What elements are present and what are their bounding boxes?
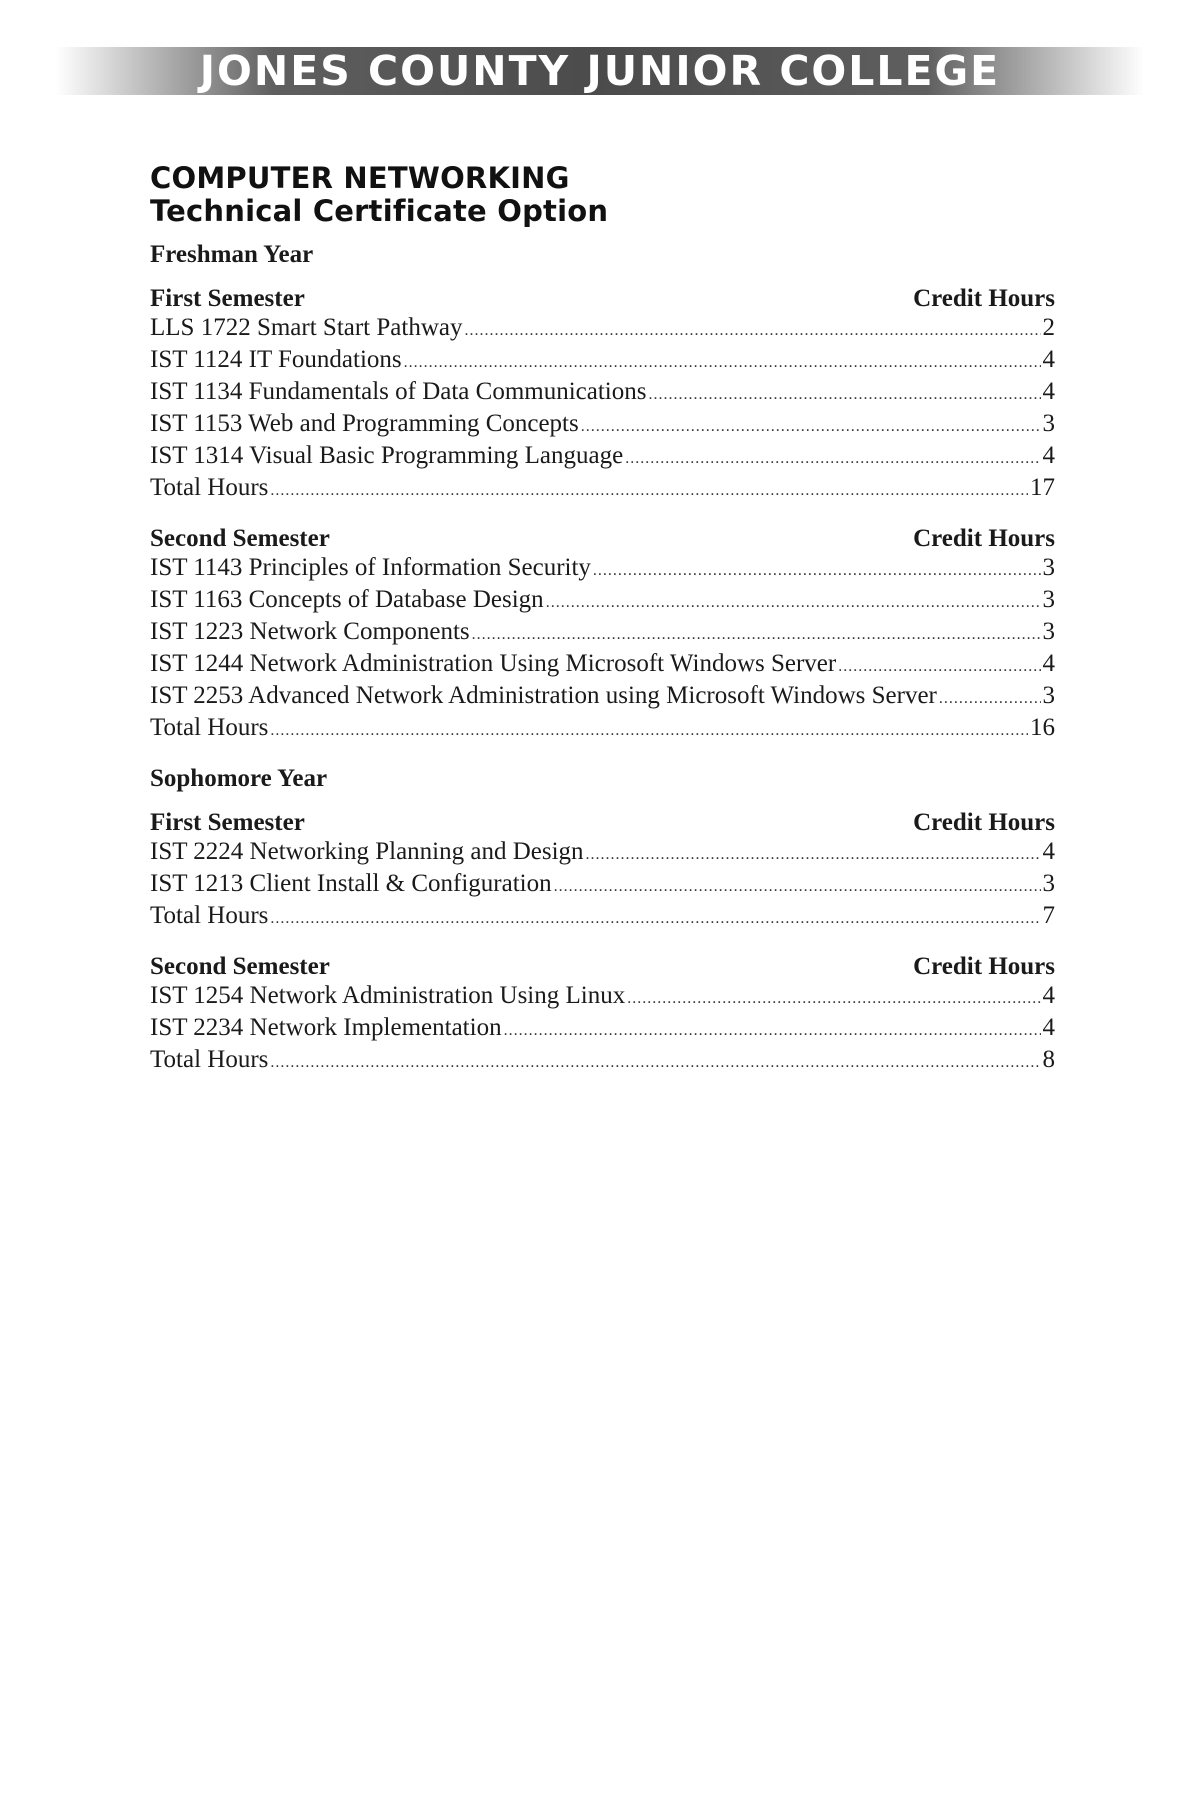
course-name: IST 1244 Network Administration Using Microsoft Windows Server bbox=[150, 650, 837, 677]
dot-leader bbox=[939, 681, 1041, 713]
course-hours: 4 bbox=[1042, 346, 1055, 373]
course-hours: 4 bbox=[1042, 442, 1055, 469]
semester-label: First Semester bbox=[150, 809, 305, 836]
semester-label: Second Semester bbox=[150, 953, 330, 980]
course-name: Total Hours bbox=[150, 1046, 269, 1073]
course-name: IST 2253 Advanced Network Administration using Microsoft Windows Server bbox=[150, 682, 937, 709]
course-name: Total Hours bbox=[150, 474, 269, 501]
dot-leader bbox=[270, 713, 1028, 745]
course-hours: 3 bbox=[1042, 870, 1055, 897]
semester-block bbox=[150, 808, 1055, 933]
course-hours: 4 bbox=[1042, 650, 1055, 677]
dot-leader bbox=[648, 377, 1040, 409]
dot-leader bbox=[464, 313, 1040, 345]
credit-hours-label: Credit Hours bbox=[913, 525, 1055, 552]
semester-header bbox=[150, 524, 1055, 553]
course-row bbox=[150, 1013, 1055, 1045]
credit-hours-label: Credit Hours bbox=[913, 953, 1055, 980]
course-row bbox=[150, 345, 1055, 377]
course-name: IST 1124 IT Foundations bbox=[150, 346, 402, 373]
course-row bbox=[150, 617, 1055, 649]
total-hours-row bbox=[150, 473, 1055, 505]
course-name: IST 1213 Client Install & Configuration bbox=[150, 870, 552, 897]
course-name: IST 1314 Visual Basic Programming Language bbox=[150, 442, 624, 469]
course-row bbox=[150, 553, 1055, 585]
course-hours: 3 bbox=[1042, 618, 1055, 645]
course-row bbox=[150, 409, 1055, 441]
course-name: IST 1163 Concepts of Database Design bbox=[150, 586, 544, 613]
credit-hours-label: Credit Hours bbox=[913, 285, 1055, 312]
dot-leader bbox=[504, 1013, 1041, 1045]
semester-block bbox=[150, 952, 1055, 1077]
dot-leader bbox=[270, 901, 1040, 933]
course-hours: 3 bbox=[1042, 682, 1055, 709]
course-hours: 4 bbox=[1042, 838, 1055, 865]
dot-leader bbox=[625, 441, 1040, 473]
course-hours: 3 bbox=[1042, 586, 1055, 613]
dot-leader bbox=[554, 869, 1041, 901]
dot-leader bbox=[593, 553, 1041, 585]
college-banner bbox=[56, 47, 1144, 95]
course-hours: 3 bbox=[1042, 554, 1055, 581]
curriculum bbox=[150, 240, 1055, 1077]
college-name: JONES COUNTY JUNIOR COLLEGE bbox=[199, 47, 1001, 95]
course-row bbox=[150, 441, 1055, 473]
dot-leader bbox=[472, 617, 1041, 649]
semester-header bbox=[150, 952, 1055, 981]
dot-leader bbox=[581, 409, 1041, 441]
course-hours: 4 bbox=[1042, 982, 1055, 1009]
course-row bbox=[150, 313, 1055, 345]
program-subtitle: Technical Certificate Option bbox=[150, 194, 609, 228]
dot-leader bbox=[838, 649, 1040, 681]
semester-header bbox=[150, 284, 1055, 313]
semester-header bbox=[150, 808, 1055, 837]
course-hours: 8 bbox=[1042, 1046, 1055, 1073]
course-name: Total Hours bbox=[150, 714, 269, 741]
total-hours-row bbox=[150, 713, 1055, 745]
course-name: IST 2234 Network Implementation bbox=[150, 1014, 502, 1041]
course-name: IST 1254 Network Administration Using Linux bbox=[150, 982, 626, 1009]
credit-hours-label: Credit Hours bbox=[913, 809, 1055, 836]
dot-leader bbox=[546, 585, 1041, 617]
course-hours: 4 bbox=[1042, 378, 1055, 405]
course-name: IST 1153 Web and Programming Concepts bbox=[150, 410, 579, 437]
program-title: COMPUTER NETWORKING bbox=[150, 161, 570, 195]
dot-leader bbox=[627, 981, 1040, 1013]
dot-leader bbox=[270, 473, 1028, 505]
course-row bbox=[150, 869, 1055, 901]
year-heading: Freshman Year bbox=[150, 241, 314, 268]
course-row bbox=[150, 585, 1055, 617]
course-row bbox=[150, 837, 1055, 869]
dot-leader bbox=[270, 1045, 1040, 1077]
course-row bbox=[150, 681, 1055, 713]
semester-label: Second Semester bbox=[150, 525, 330, 552]
course-hours: 17 bbox=[1030, 474, 1055, 501]
total-hours-row bbox=[150, 1045, 1055, 1077]
dot-leader bbox=[586, 837, 1041, 869]
semester-label: First Semester bbox=[150, 285, 305, 312]
dot-leader bbox=[404, 345, 1041, 377]
course-name: IST 2224 Networking Planning and Design bbox=[150, 838, 584, 865]
course-name: IST 1143 Principles of Information Security bbox=[150, 554, 591, 581]
year-heading: Sophomore Year bbox=[150, 765, 328, 792]
course-name: Total Hours bbox=[150, 902, 269, 929]
course-hours: 3 bbox=[1042, 410, 1055, 437]
course-name: IST 1223 Network Components bbox=[150, 618, 470, 645]
course-hours: 7 bbox=[1042, 902, 1055, 929]
course-row bbox=[150, 981, 1055, 1013]
semester-block bbox=[150, 524, 1055, 745]
semester-block bbox=[150, 284, 1055, 505]
course-hours: 2 bbox=[1042, 314, 1055, 341]
course-name: IST 1134 Fundamentals of Data Communications bbox=[150, 378, 647, 405]
total-hours-row bbox=[150, 901, 1055, 933]
course-row bbox=[150, 377, 1055, 409]
course-row bbox=[150, 649, 1055, 681]
course-hours: 16 bbox=[1030, 714, 1055, 741]
course-hours: 4 bbox=[1042, 1014, 1055, 1041]
course-name: LLS 1722 Smart Start Pathway bbox=[150, 314, 463, 341]
program-content bbox=[150, 162, 1055, 1096]
